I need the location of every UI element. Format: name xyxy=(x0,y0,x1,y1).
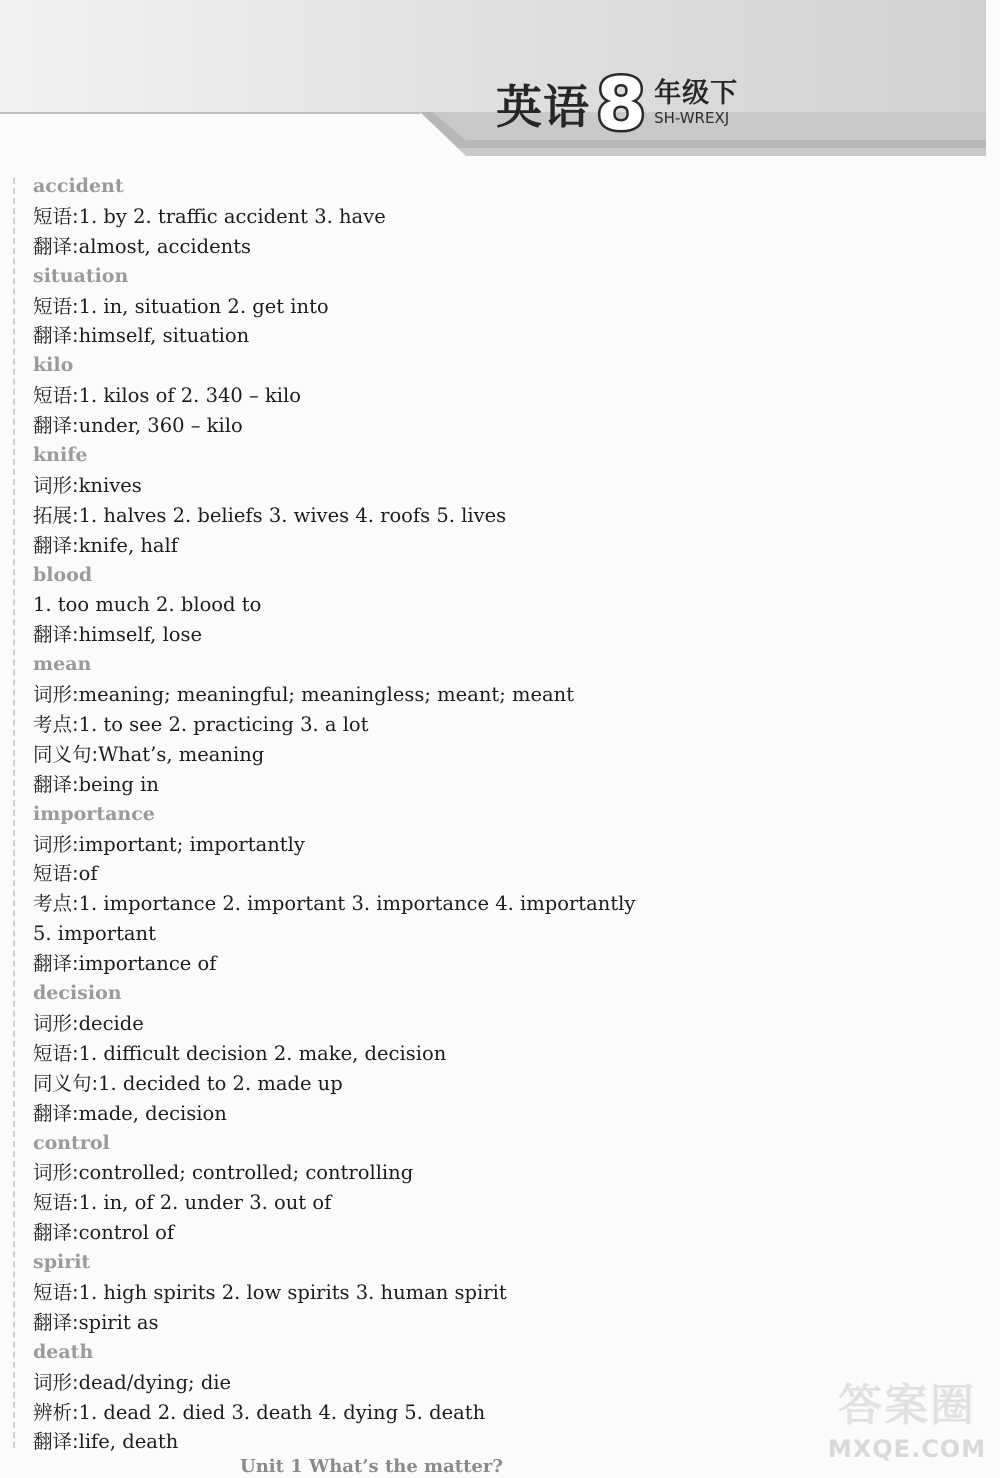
answer-label: 短语: xyxy=(33,1041,79,1065)
answer-label: 短语: xyxy=(33,1280,79,1304)
answer-label: 词形: xyxy=(33,473,79,497)
answer-line xyxy=(33,202,833,232)
answer-label: 翻译: xyxy=(33,533,79,557)
answer-text: himself, lose xyxy=(78,623,203,647)
answer-line xyxy=(33,1218,833,1248)
answer-line xyxy=(33,1009,833,1039)
answer-text: himself, situation xyxy=(78,324,250,348)
answer-line xyxy=(33,859,833,889)
answer-label: 翻译: xyxy=(33,234,79,258)
answer-line xyxy=(33,1158,833,1188)
brand-subject: 英语 xyxy=(496,80,590,134)
answer-text: 1. kilos of 2. 340 – kilo xyxy=(78,384,301,408)
answer-text: importance of xyxy=(78,952,217,976)
headword: knife xyxy=(33,444,88,467)
answer-text: 1. in, of 2. under 3. out of xyxy=(78,1191,332,1215)
headword: death xyxy=(33,1340,94,1363)
answer-text: controlled; controlled; controlling xyxy=(78,1161,414,1185)
answer-text: 5. important xyxy=(33,922,156,946)
answer-line xyxy=(33,381,833,411)
answer-text: 1. too much 2. blood to xyxy=(33,593,262,617)
answer-text: knife, half xyxy=(78,533,178,557)
answer-label: 翻译: xyxy=(33,1101,79,1125)
answer-line xyxy=(33,471,833,501)
answer-label: 翻译: xyxy=(33,1310,79,1334)
answer-line xyxy=(33,770,833,800)
answer-line xyxy=(33,1398,833,1428)
answer-label: 词形: xyxy=(33,1370,79,1394)
answer-text: 1. importance 2. important 3. importance 4. importantly xyxy=(78,892,636,916)
answer-line xyxy=(33,321,833,351)
headword: importance xyxy=(33,802,155,825)
answer-line xyxy=(33,680,833,710)
answer-text: important; importantly xyxy=(78,832,305,856)
margin-rule xyxy=(13,178,15,1448)
answer-label: 短语: xyxy=(33,384,79,408)
answer-text: of xyxy=(78,862,98,886)
answer-text: meaning; meaningful; meaningless; meant; meant xyxy=(78,683,575,707)
answer-label: 词形: xyxy=(33,1011,79,1035)
page-footer: Unit 1 What’s the matter? xyxy=(240,1456,503,1477)
answer-line xyxy=(33,1278,833,1308)
answer-text: 1. by 2. traffic accident 3. have xyxy=(78,204,386,228)
answer-text: control of xyxy=(78,1221,175,1245)
answer-label: 辨析: xyxy=(33,1400,79,1424)
answer-text: decide xyxy=(78,1011,144,1035)
answer-text: 1. halves 2. beliefs 3. wives 4. roofs 5. lives xyxy=(78,503,507,527)
watermark-logo xyxy=(818,1376,996,1468)
answer-label: 短语: xyxy=(33,862,79,886)
answer-line xyxy=(33,501,833,531)
brand-grade: 8 xyxy=(596,62,647,146)
answer-label: 词形: xyxy=(33,683,79,707)
answer-label: 翻译: xyxy=(33,414,79,438)
answer-line xyxy=(33,889,833,919)
answer-label: 同义句: xyxy=(33,1071,99,1095)
answer-line xyxy=(33,919,833,949)
brand-side xyxy=(654,80,738,126)
headword: mean xyxy=(33,653,92,676)
answer-label: 翻译: xyxy=(33,1430,79,1454)
headword: accident xyxy=(33,175,124,197)
answer-label: 词形: xyxy=(33,832,79,856)
answer-text: knives xyxy=(78,473,142,497)
answer-text: life, death xyxy=(78,1430,179,1454)
page-header xyxy=(0,0,1000,160)
brand-code: SH-WREXJ xyxy=(654,109,730,127)
answer-line xyxy=(33,949,833,979)
answer-line xyxy=(33,590,833,620)
answer-line xyxy=(33,1308,833,1338)
headword: decision xyxy=(33,982,122,1005)
answer-line xyxy=(33,232,833,262)
headword: situation xyxy=(33,264,129,287)
answer-label: 词形: xyxy=(33,1161,79,1185)
answer-line xyxy=(33,710,833,740)
answer-line xyxy=(33,292,833,322)
watermark-glyphs: 答案圈 xyxy=(838,1380,976,1431)
answer-line xyxy=(33,1099,833,1129)
answer-label: 翻译: xyxy=(33,324,79,348)
brand-level: 年级下 xyxy=(654,78,739,109)
answer-label: 翻译: xyxy=(33,1221,79,1245)
answer-text: made, decision xyxy=(78,1101,227,1125)
answer-label: 短语: xyxy=(33,1191,79,1215)
answer-label: 考点: xyxy=(33,713,79,737)
headword: kilo xyxy=(33,354,74,377)
answer-line xyxy=(33,620,833,650)
answer-text: 1. in, situation 2. get into xyxy=(78,294,329,318)
answer-label: 翻译: xyxy=(33,772,79,796)
answer-line xyxy=(33,411,833,441)
answer-text: dead/dying; die xyxy=(78,1370,232,1394)
answer-line xyxy=(33,1188,833,1218)
answer-text: 1. high spirits 2. low spirits 3. human spirit xyxy=(78,1280,507,1304)
headword: blood xyxy=(33,563,93,586)
headword: spirit xyxy=(33,1251,91,1274)
answer-text: 1. decided to 2. made up xyxy=(98,1071,343,1095)
answer-text: almost, accidents xyxy=(78,234,252,258)
headword: control xyxy=(33,1131,110,1154)
answer-text: being in xyxy=(78,772,159,796)
answer-line xyxy=(33,1427,833,1457)
answer-label: 翻译: xyxy=(33,623,79,647)
watermark-text: MXQE.COM xyxy=(827,1435,987,1463)
brand-logo xyxy=(496,64,738,144)
answer-line xyxy=(33,1368,833,1398)
answer-label: 拓展: xyxy=(33,503,79,527)
answer-line xyxy=(33,1069,833,1099)
answer-label: 短语: xyxy=(33,294,79,318)
answer-label: 翻译: xyxy=(33,952,79,976)
answer-label: 考点: xyxy=(33,892,79,916)
answer-line xyxy=(33,531,833,561)
answer-line xyxy=(33,830,833,860)
answer-text: What’s, meaning xyxy=(98,742,265,766)
answer-text: under, 360 – kilo xyxy=(78,414,243,438)
answer-list xyxy=(33,172,833,1457)
answer-line xyxy=(33,740,833,770)
answer-text: spirit as xyxy=(78,1310,159,1334)
answer-text: 1. to see 2. practicing 3. a lot xyxy=(78,713,369,737)
answer-text: 1. difficult decision 2. make, decision xyxy=(78,1041,447,1065)
answer-label: 短语: xyxy=(33,204,79,228)
answer-label: 同义句: xyxy=(33,742,99,766)
answer-text: 1. dead 2. died 3. death 4. dying 5. death xyxy=(78,1400,486,1424)
answer-line xyxy=(33,1039,833,1069)
